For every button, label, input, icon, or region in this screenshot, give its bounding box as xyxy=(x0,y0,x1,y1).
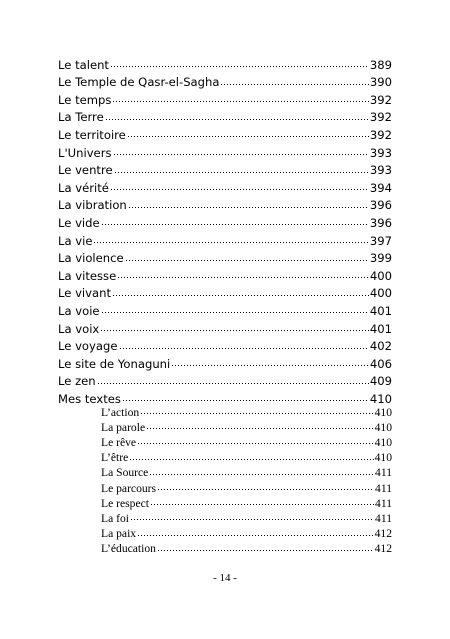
toc-entry-page: 392 xyxy=(369,92,392,107)
toc-entry-title: Le ventre xyxy=(58,163,113,178)
dot-leader xyxy=(110,182,369,194)
toc-sub-entry-title: La foi xyxy=(101,511,130,525)
toc-entry-page: 397 xyxy=(369,233,392,248)
toc-sub-entry-page: 410 xyxy=(374,405,392,419)
dot-leader xyxy=(114,165,369,177)
toc-entry-page: 400 xyxy=(369,286,392,301)
toc-entry xyxy=(58,215,392,233)
toc-entry xyxy=(58,321,392,339)
dot-leader xyxy=(137,528,374,540)
toc-sub-entry-page: 410 xyxy=(374,451,392,465)
toc-entry xyxy=(58,163,392,181)
toc-entry-page: 400 xyxy=(369,268,392,283)
toc-entry-title: Le site de Yonaguni xyxy=(58,356,171,371)
toc-sub-entry-page: 411 xyxy=(375,511,392,525)
toc-entry-title: La vie xyxy=(58,233,93,248)
toc-entry-page: 396 xyxy=(369,215,392,230)
toc-sub-entries xyxy=(101,404,392,556)
dot-leader xyxy=(117,270,369,282)
toc-sub-entry xyxy=(101,419,392,434)
toc-sub-entry xyxy=(101,510,392,525)
dot-leader xyxy=(112,94,368,106)
toc-entry xyxy=(58,145,392,163)
dot-leader xyxy=(130,512,374,524)
toc-sub-entry-title: La parole xyxy=(101,420,146,434)
dot-leader xyxy=(112,288,369,300)
toc-entry xyxy=(58,198,392,216)
toc-entry xyxy=(58,303,392,321)
dot-leader xyxy=(129,452,373,464)
toc-entry xyxy=(58,286,392,304)
toc-entry xyxy=(58,57,392,75)
toc-sub-entry-title: Le rêve xyxy=(101,435,137,449)
toc-sub-entry xyxy=(101,434,392,449)
dot-leader xyxy=(97,376,369,388)
toc-entry xyxy=(58,374,392,392)
toc-sub-entry xyxy=(101,404,392,419)
toc-entry-title: Le zen xyxy=(58,374,96,389)
toc-entry xyxy=(58,251,392,269)
dot-leader xyxy=(149,467,374,479)
page-number: - 14 - xyxy=(213,572,237,584)
toc-sub-entry xyxy=(101,495,392,510)
toc-sub-entry-title: L’action xyxy=(101,405,140,419)
dot-leader xyxy=(220,77,368,89)
dot-leader xyxy=(157,482,374,494)
toc-entry-page: 410 xyxy=(369,391,392,406)
dot-leader xyxy=(110,59,369,71)
toc-sub-entry xyxy=(101,480,392,495)
toc-entry-page: 392 xyxy=(369,127,392,142)
dot-leader xyxy=(101,305,369,317)
toc-entry-page: 393 xyxy=(369,145,392,160)
toc-sub-entry-page: 410 xyxy=(374,435,392,449)
toc-entry-page: 394 xyxy=(369,180,392,195)
toc-entry-page: 390 xyxy=(369,75,392,90)
table-of-contents xyxy=(58,57,392,409)
toc-sub-entry xyxy=(101,450,392,465)
toc-entry-title: Le temps xyxy=(58,92,112,107)
toc-sub-entry-title: La paix xyxy=(101,527,137,541)
dot-leader xyxy=(113,147,369,159)
toc-entry xyxy=(58,110,392,128)
toc-entry-page: 406 xyxy=(369,356,392,371)
toc-sub-entry-title: La Source xyxy=(101,466,149,480)
dot-leader xyxy=(100,323,369,335)
toc-entry xyxy=(58,180,392,198)
toc-sub-entry-page: 412 xyxy=(374,542,392,556)
toc-sub-entry-title: L’éducation xyxy=(101,542,156,556)
toc-entry xyxy=(58,75,392,93)
toc-entry xyxy=(58,92,392,110)
toc-entry xyxy=(58,356,392,374)
toc-sub-entry xyxy=(101,526,392,541)
dot-leader xyxy=(137,436,374,448)
dot-leader xyxy=(125,253,369,265)
toc-entry-title: Mes textes xyxy=(58,391,121,406)
toc-entry-page: 396 xyxy=(369,198,392,213)
toc-entry-page: 399 xyxy=(369,251,392,266)
toc-entry xyxy=(58,268,392,286)
toc-entry xyxy=(58,233,392,251)
toc-entry-page: 389 xyxy=(369,57,392,72)
toc-sub-entry-page: 410 xyxy=(374,420,392,434)
toc-entry-title: La vibration xyxy=(58,198,127,213)
toc-entry-title: Le vide xyxy=(58,215,100,230)
dot-leader xyxy=(140,406,373,418)
dot-leader xyxy=(128,200,369,212)
toc-sub-entry-title: Le respect xyxy=(101,496,149,510)
dot-leader xyxy=(146,421,374,433)
toc-sub-entry-page: 411 xyxy=(375,466,392,480)
toc-entry-title: La Terre xyxy=(58,110,104,125)
toc-sub-entry-page: 411 xyxy=(375,496,392,510)
toc-entry-page: 393 xyxy=(369,163,392,178)
dot-leader xyxy=(93,235,368,247)
toc-sub-entry-page: 411 xyxy=(375,481,392,495)
toc-entry-page: 401 xyxy=(369,321,392,336)
toc-entry-title: La violence xyxy=(58,251,124,266)
dot-leader xyxy=(105,112,369,124)
toc-entry-page: 402 xyxy=(369,339,392,354)
toc-entry-title: La vérité xyxy=(58,180,109,195)
toc-entry xyxy=(58,127,392,145)
dot-leader xyxy=(157,543,374,555)
toc-entry-page: 392 xyxy=(369,110,392,125)
toc-sub-entry xyxy=(101,541,392,556)
toc-entry-title: La vitesse xyxy=(58,268,117,283)
toc-entry-title: La voie xyxy=(58,303,100,318)
toc-entry-title: Le voyage xyxy=(58,339,118,354)
toc-sub-entry-title: Le parcours xyxy=(101,481,157,495)
toc-sub-entry-page: 412 xyxy=(374,527,392,541)
dot-leader xyxy=(171,358,369,370)
toc-entry-page: 401 xyxy=(369,303,392,318)
dot-leader xyxy=(101,217,369,229)
dot-leader xyxy=(127,129,369,141)
toc-entry-title: La voix xyxy=(58,321,100,336)
toc-entry-title: Le talent xyxy=(58,57,109,72)
toc-entry-title: Le Temple de Qasr-el-Sagha xyxy=(58,75,220,90)
toc-entry xyxy=(58,339,392,357)
toc-sub-entry-title: L’être xyxy=(101,451,129,465)
toc-entry-page: 409 xyxy=(369,374,392,389)
dot-leader xyxy=(119,341,369,353)
toc-entry-title: L'Univers xyxy=(58,145,112,160)
toc-entry-title: Le territoire xyxy=(58,127,126,142)
toc-entry-title: Le vivant xyxy=(58,286,112,301)
toc-sub-entry xyxy=(101,465,392,480)
dot-leader xyxy=(150,497,374,509)
